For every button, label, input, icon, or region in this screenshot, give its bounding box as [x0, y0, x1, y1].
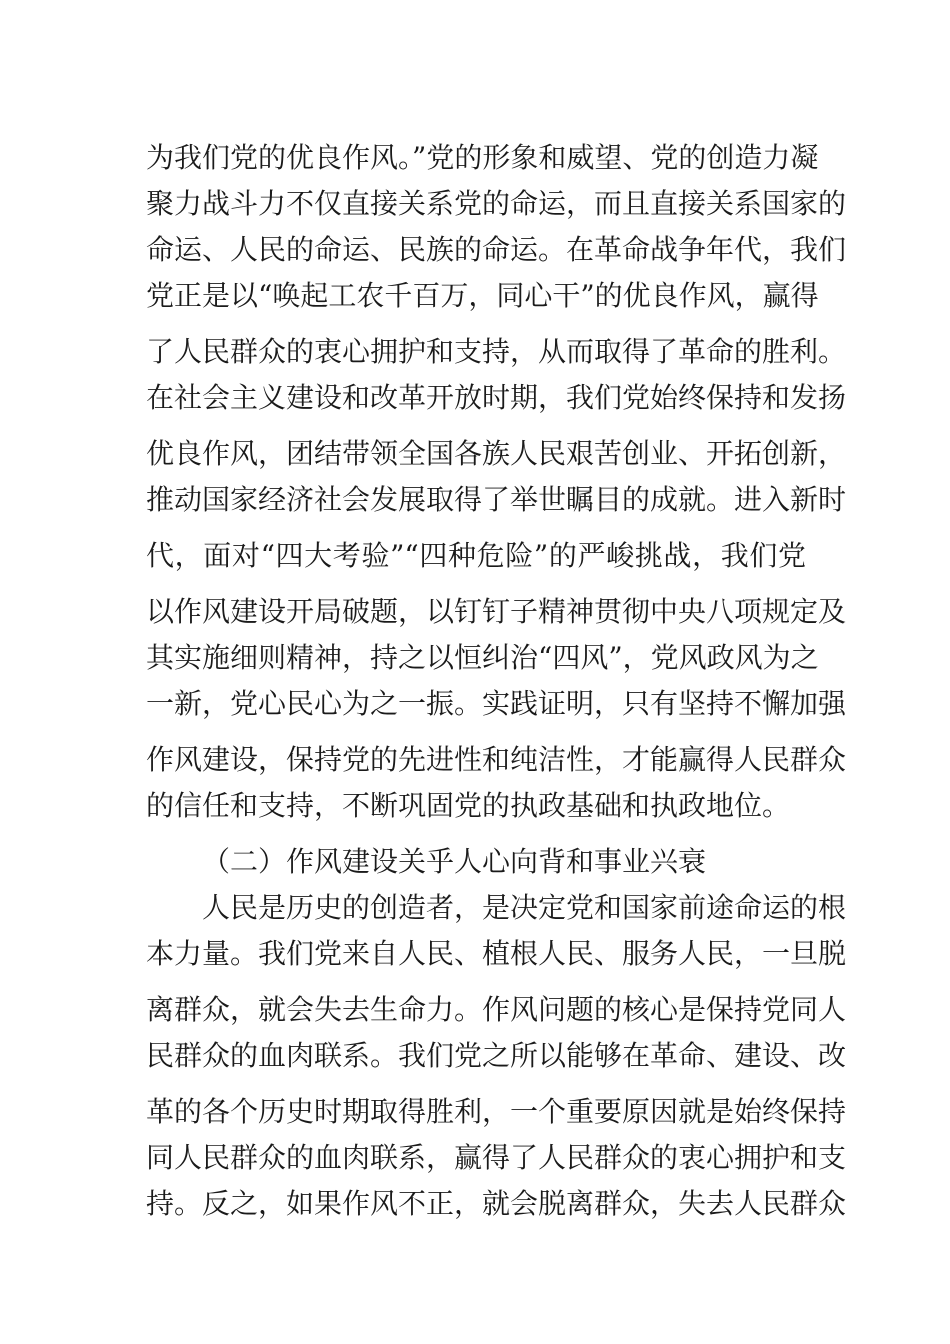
paragraph-line: 同人民群众的血肉联系，赢得了人民群众的衷心拥护和支: [146, 1141, 847, 1174]
paragraph-line: 命运、人民的命运、民族的命运。在革命战争年代，我们: [146, 233, 847, 266]
paragraph-line: 一新，党心民心为之一振。实践证明，只有坚持不懈加强: [146, 687, 847, 720]
paragraph-line: 代，面对“四大考验”“四种危险”的严峻挑战，我们党: [146, 539, 806, 572]
paragraph-line: 推动国家经济社会发展取得了举世瞩目的成就。进入新时: [146, 483, 847, 516]
paragraph-line: 以作风建设开局破题，以钉钉子精神贯彻中央八项规定及: [146, 595, 847, 628]
paragraph-line: 本力量。我们党来自人民、植根人民、服务人民，一旦脱: [146, 937, 847, 970]
section-heading: （二）作风建设关乎人心向背和事业兴衰: [202, 845, 707, 878]
paragraph-line: 聚力战斗力不仅直接关系党的命运，而且直接关系国家的: [146, 187, 847, 220]
paragraph-line: 的信任和支持，不断巩固党的执政基础和执政地位。: [146, 789, 791, 822]
paragraph-line: 民群众的血肉联系。我们党之所以能够在革命、建设、改: [146, 1039, 847, 1072]
paragraph-line: 为我们党的优良作风。”党的形象和威望、党的创造力凝: [146, 141, 819, 174]
paragraph-line: 在社会主义建设和改革开放时期，我们党始终保持和发扬: [146, 381, 847, 414]
paragraph-line: 作风建设，保持党的先进性和纯洁性，才能赢得人民群众: [146, 743, 847, 776]
paragraph-line: 了人民群众的衷心拥护和支持，从而取得了革命的胜利。: [146, 335, 847, 368]
paragraph-line: 人民是历史的创造者，是决定党和国家前途命运的根: [202, 891, 847, 924]
paragraph-line: 离群众，就会失去生命力。作风问题的核心是保持党同人: [146, 993, 847, 1026]
paragraph-line: 持。反之，如果作风不正，就会脱离群众，失去人民群众: [146, 1187, 847, 1220]
paragraph-line: 优良作风，团结带领全国各族人民艰苦创业、开拓创新，: [146, 437, 847, 470]
paragraph-line: 其实施细则精神，持之以恒纠治“四风”，党风政风为之: [146, 641, 819, 674]
paragraph-line: 党正是以“唤起工农千百万，同心干”的优良作风，赢得: [146, 279, 819, 312]
paragraph-line: 革的各个历史时期取得胜利，一个重要原因就是始终保持: [146, 1095, 847, 1128]
